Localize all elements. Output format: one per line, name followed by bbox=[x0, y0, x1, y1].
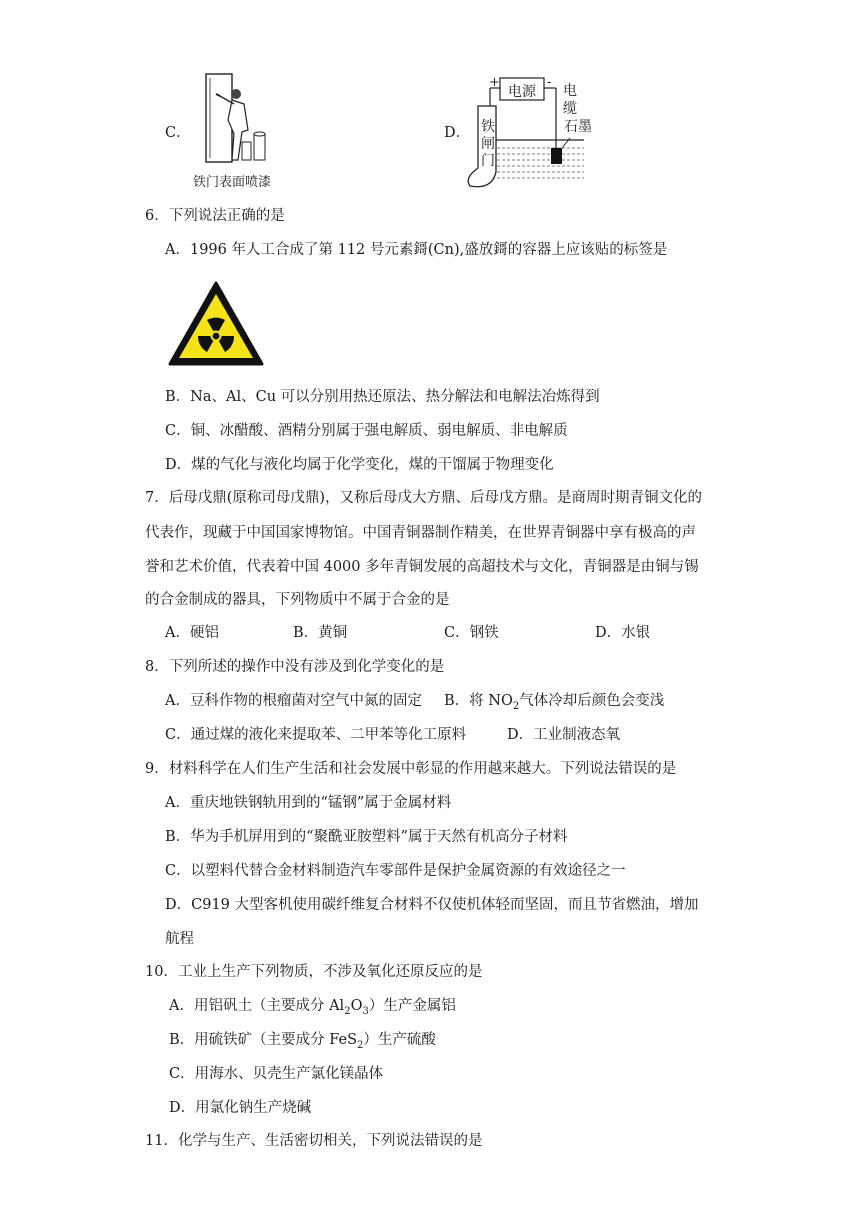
q6-option-d: D．煤的气化与液化均属于化学变化，煤的干馏属于物理变化 bbox=[165, 457, 554, 473]
q9-stem: 9．材料科学在人们生产生活和社会发展中彰显的作用越来越大。下列说法错误的是 bbox=[145, 761, 677, 777]
q10-a-text-mid: O bbox=[350, 998, 363, 1014]
q11-stem: 11．化学与生产、生活密切相关，下列说法错误的是 bbox=[145, 1133, 483, 1149]
power-minus: - bbox=[547, 75, 552, 90]
q7-stem-line4: 的合金制成的器具，下列物质中不属于合金的是 bbox=[145, 592, 450, 608]
q10-option-a bbox=[169, 996, 456, 1022]
q10-option-d: D．用氯化钠生产烧碱 bbox=[169, 1100, 312, 1116]
spray-paint-figure bbox=[198, 72, 280, 167]
option-c-letter: C． bbox=[165, 125, 191, 141]
q6-option-a: A．1996 年人工合成了第 112 号元素鎶(Cn),盛放鎶的容器上应该贴的标签是 bbox=[165, 242, 668, 258]
q6-option-b: B．Na、Al、Cu 可以分别用热还原法、热分解法和电解法冶炼得到 bbox=[165, 389, 600, 405]
q7-stem-line3: 誉和艺术价值，代表着中国 4000 多年青铜发展的高超技术与文化，青铜器是由铜与锡 bbox=[145, 559, 699, 575]
q10-b-sub1: 2 bbox=[357, 1039, 364, 1051]
q8-option-a: A．豆科作物的根瘤菌对空气中氮的固定 bbox=[165, 693, 422, 709]
q9-option-c: C．以塑料代替合金材料制造汽车零部件是保护金属资源的有效途径之一 bbox=[165, 863, 626, 879]
q9-option-a: A．重庆地铁钢轨用到的“锰钢”属于金属材料 bbox=[165, 795, 452, 811]
q9-option-b: B．华为手机屏用到的“聚酰亚胺塑料”属于天然有机高分子材料 bbox=[165, 829, 568, 845]
q10-option-c: C．用海水、贝壳生产氯化镁晶体 bbox=[169, 1066, 384, 1082]
q10-a-sub1: 2 bbox=[344, 1005, 351, 1017]
graphite-label: 石墨 bbox=[564, 119, 592, 135]
power-plus: + bbox=[489, 75, 500, 90]
q7-option-c: C．钢铁 bbox=[444, 625, 499, 641]
power-source-label: 电源 bbox=[508, 84, 536, 100]
q10-b-text: B．用硫铁矿（主要成分 FeS bbox=[169, 1032, 358, 1048]
q8-b-subscript: 2 bbox=[512, 700, 520, 712]
q10-option-b bbox=[169, 1030, 436, 1056]
figure-c-caption: 铁门表面喷漆 bbox=[193, 175, 272, 190]
q8-option-c: C．通过煤的液化来提取苯、二甲苯等化工原料 bbox=[165, 727, 467, 743]
q7-option-b: B．黄铜 bbox=[293, 625, 348, 641]
q8-option-b bbox=[444, 691, 664, 717]
q7-option-d: D．水银 bbox=[595, 625, 651, 641]
q8-stem: 8．下列所述的操作中没有涉及到化学变化的是 bbox=[145, 659, 445, 675]
gate-label-2: 闸 bbox=[481, 136, 495, 152]
q9-option-d-line1: D．C919 大型客机使用碳纤维复合材料不仅使机体轻而坚固，而且节省燃油，增加 bbox=[165, 897, 699, 913]
q10-b-text-end: ）生产硫酸 bbox=[363, 1032, 436, 1048]
cable-label-2: 缆 bbox=[563, 101, 577, 117]
q9-option-d-line2: 航程 bbox=[165, 931, 194, 947]
q7-stem-line1: 7．后母戊鼎(原称司母戊鼎)，又称后母戊大方鼎、后母戊方鼎。是商周时期青铜文化的 bbox=[145, 490, 703, 506]
option-d-letter: D． bbox=[444, 125, 471, 141]
q7-option-a: A．硬铝 bbox=[165, 625, 219, 641]
q6-option-c: C．铜、冰醋酸、酒精分别属于强电解质、弱电解质、非电解质 bbox=[165, 423, 568, 439]
q10-a-text: A．用铝矾土（主要成分 Al bbox=[169, 998, 345, 1014]
q8-b-text: B．将 NO bbox=[444, 693, 513, 709]
q10-stem: 10．工业上生产下列物质，不涉及氧化还原反应的是 bbox=[145, 964, 483, 980]
q10-a-sub2: 3 bbox=[362, 1005, 369, 1017]
q8-b-text-end: 气体冷却后颜色会变浅 bbox=[519, 693, 665, 709]
cable-label-1: 电 bbox=[563, 83, 577, 99]
gate-label-1: 铁 bbox=[481, 119, 495, 135]
q8-option-d: D．工业制液态氧 bbox=[507, 727, 621, 743]
radiation-warning-icon bbox=[167, 280, 265, 368]
q10-a-text-end: ）生产金属铝 bbox=[368, 998, 456, 1014]
q7-stem-line2: 代表作，现藏于中国国家博物馆。中国青铜器制作精美，在世界青铜器中享有极高的声 bbox=[145, 525, 696, 541]
gate-label-3: 门 bbox=[481, 153, 495, 169]
q6-stem: 6．下列说法正确的是 bbox=[145, 208, 285, 224]
